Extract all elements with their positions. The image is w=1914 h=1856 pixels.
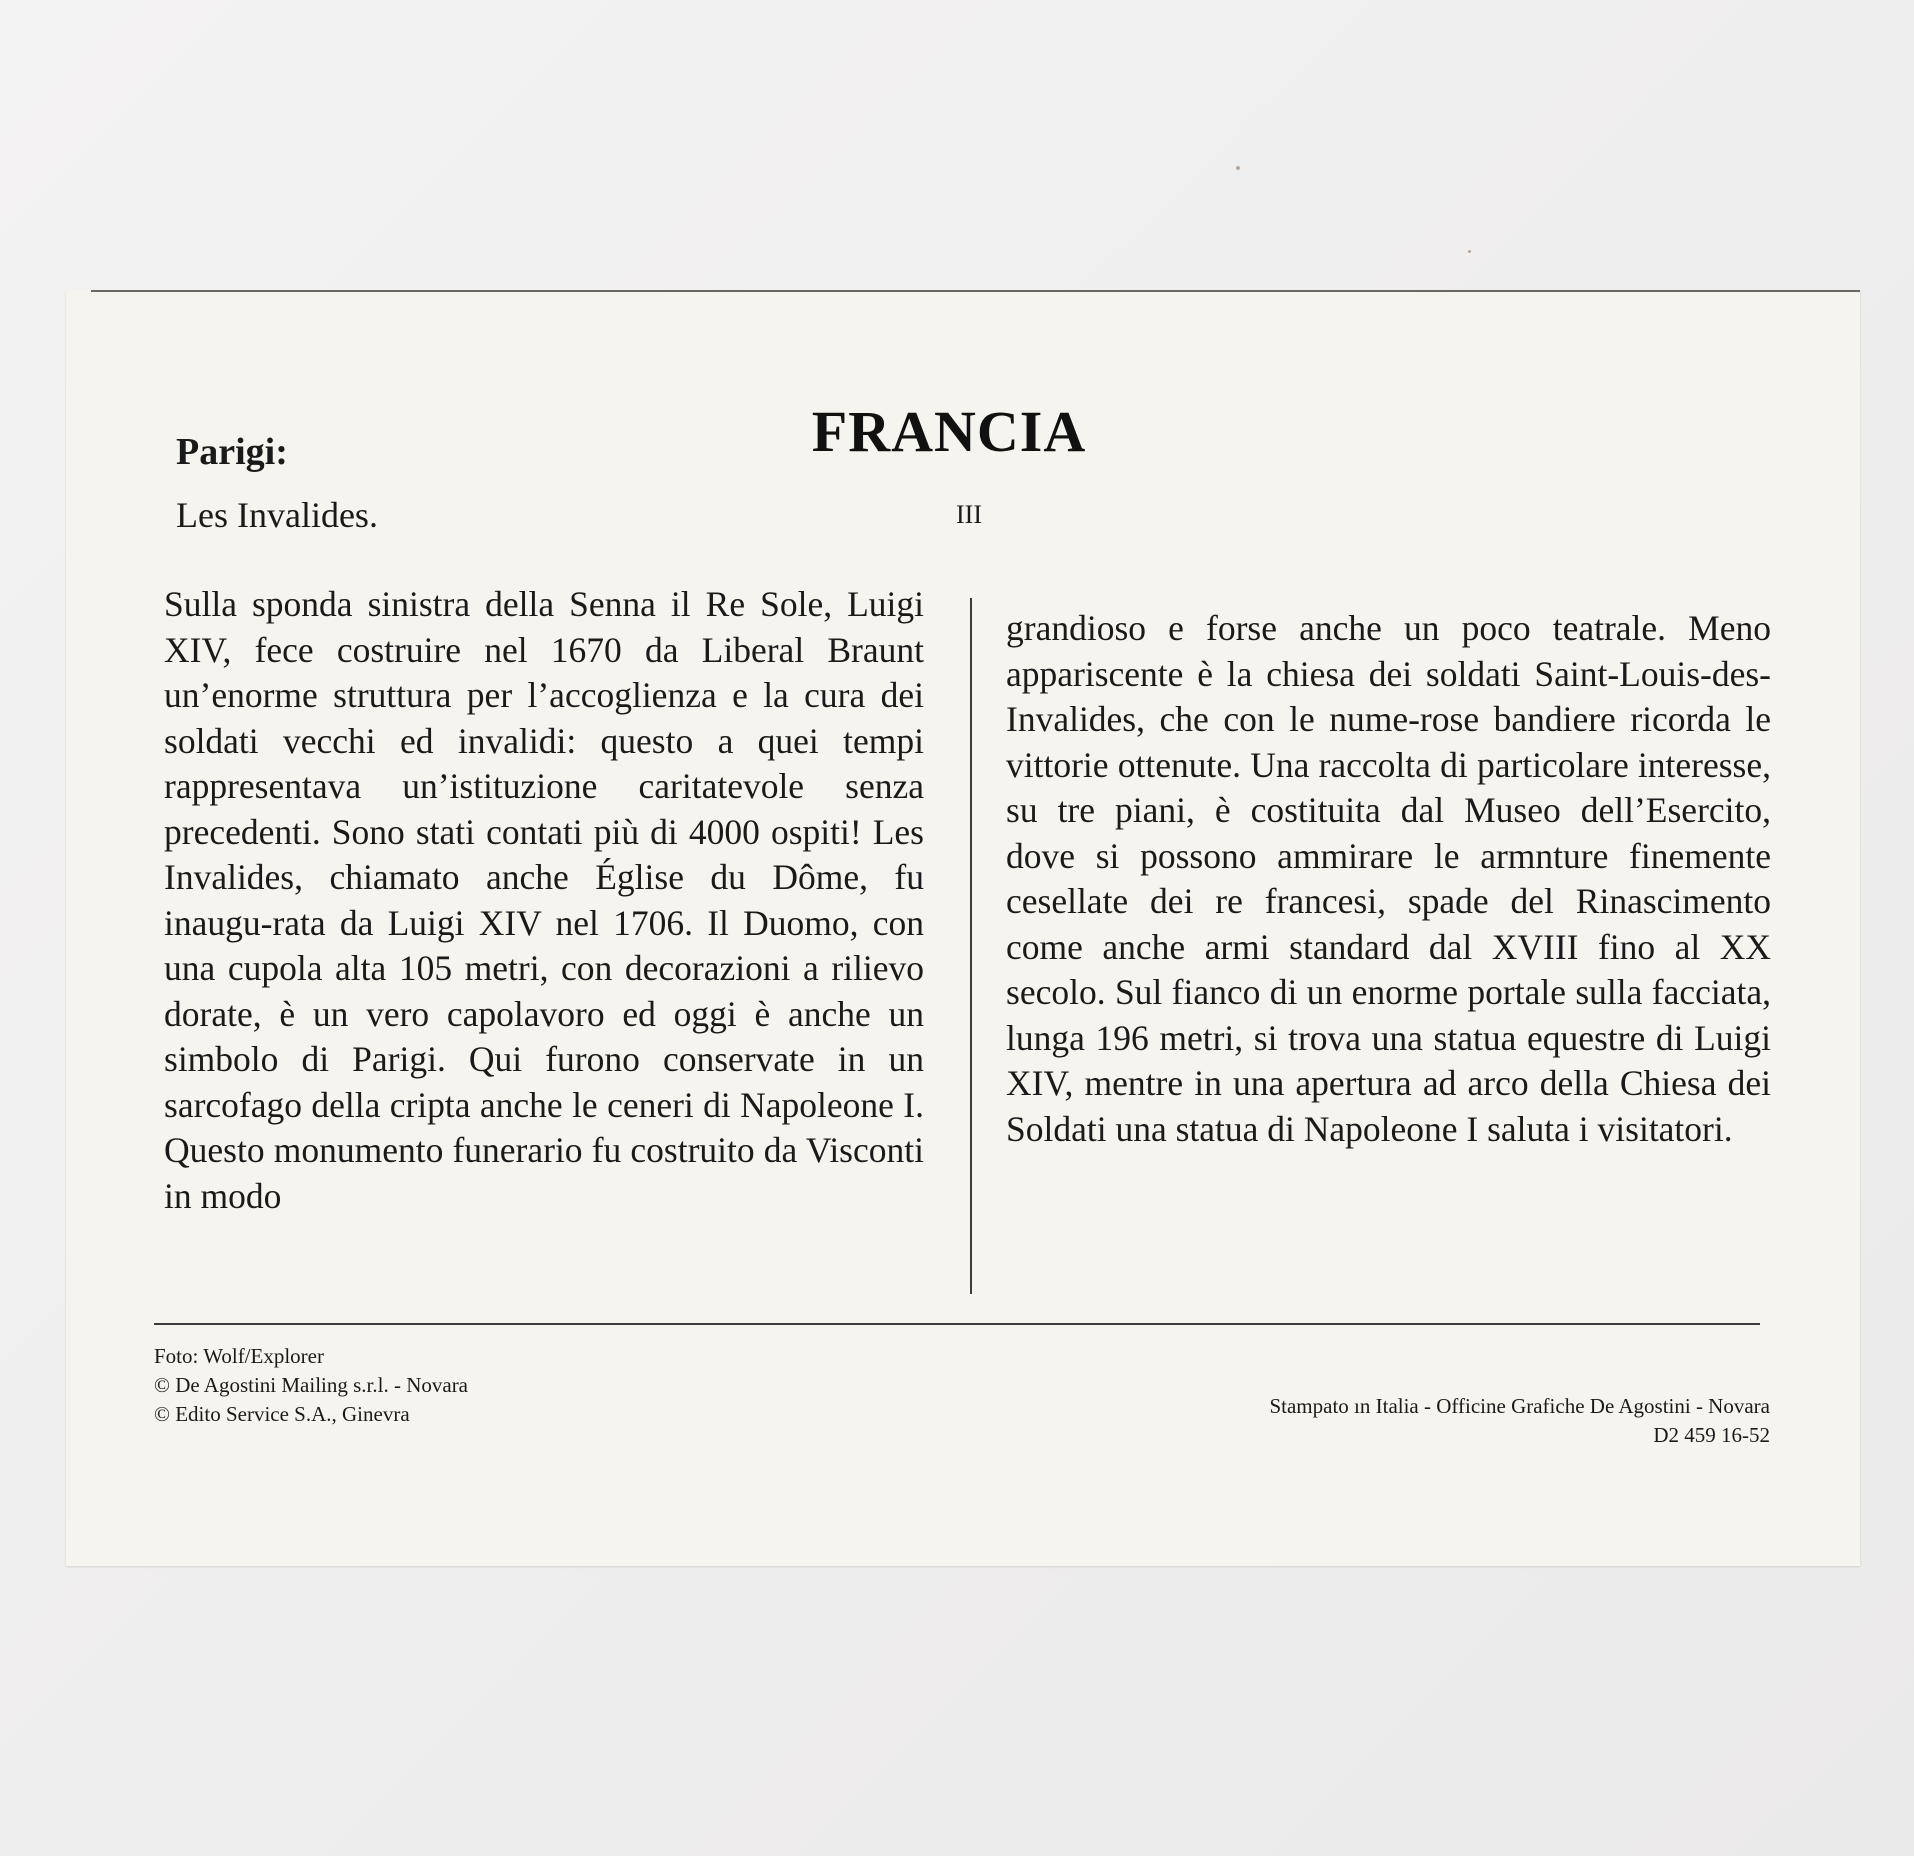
paper-speck	[1468, 250, 1471, 253]
card-number: III	[956, 500, 982, 529]
body-text-right-column: grandioso e forse anche un poco teatrale. Meno appariscente è la chiesa dei soldati Saint-Louis-des-Invalides, che con le nume-rose bandiere ricorda le vittorie ottenute. Una raccolta di particolare interesse, su tre piani, è costituita dal Museo dell’Esercito, dove si possono ammirare le armnture finemente cesellate dei re francesi, spade del Rinascimento come anche armi standard dal XVIII fino al XX secolo. Sul fianco di un enorme portale sulla facciata, lunga 196 metri, si trova una statua equestre di Luigi XIV, mentre in una apertura ad arco della Chiesa dei Soldati una statua di Napoleone I saluta i visitatori.	[1006, 608, 1771, 1149]
paper-speck	[1236, 166, 1240, 170]
body-text-left-column: Sulla sponda sinistra della Senna il Re Sole, Luigi XIV, fece costruire nel 1670 da Liberal Braunt un’enorme struttura per l’accoglienza e la cura dei soldati vecchi ed invalidi: questo a quei tempi rappresentava un’istituzione caritatevole senza precedenti. Sono stati contati più di 4000 ospiti! Les Invalides, chiamato anche Église du Dôme, fu inaugu-rata da Luigi XIV nel 1706. Il Duomo, con una cupola alta 105 metri, con decorazioni a rilievo dorate, è un vero capolavoro ed oggi è anche un simbolo di Parigi. Qui furono conservate in un sarcofago della cripta anche le ceneri di Napoleone I. Questo monumento funerario fu costruito da Visconti in modo	[164, 584, 924, 1216]
column-divider	[970, 598, 972, 1294]
monument-name: Les Invalides.	[176, 495, 378, 535]
card-top-edge	[91, 290, 1860, 292]
region-label: Parigi:	[176, 431, 288, 473]
printer-line: Stampato ın Italia - Officine Grafiche De Agostini - Novara	[1269, 1394, 1770, 1418]
copyright-line: © De Agostini Mailing s.r.l. - Novara	[154, 1373, 469, 1397]
credits-block	[154, 1342, 468, 1429]
copyright-line: © Edito Service S.A., Ginevra	[154, 1402, 410, 1426]
photo-credit: Foto: Wolf/Explorer	[154, 1344, 324, 1368]
printer-block	[1269, 1392, 1770, 1450]
info-card	[66, 290, 1860, 1566]
footer-divider	[154, 1323, 1760, 1325]
print-code: D2 459 16-52	[1653, 1423, 1770, 1447]
card-title: FRANCIA	[811, 399, 1087, 464]
